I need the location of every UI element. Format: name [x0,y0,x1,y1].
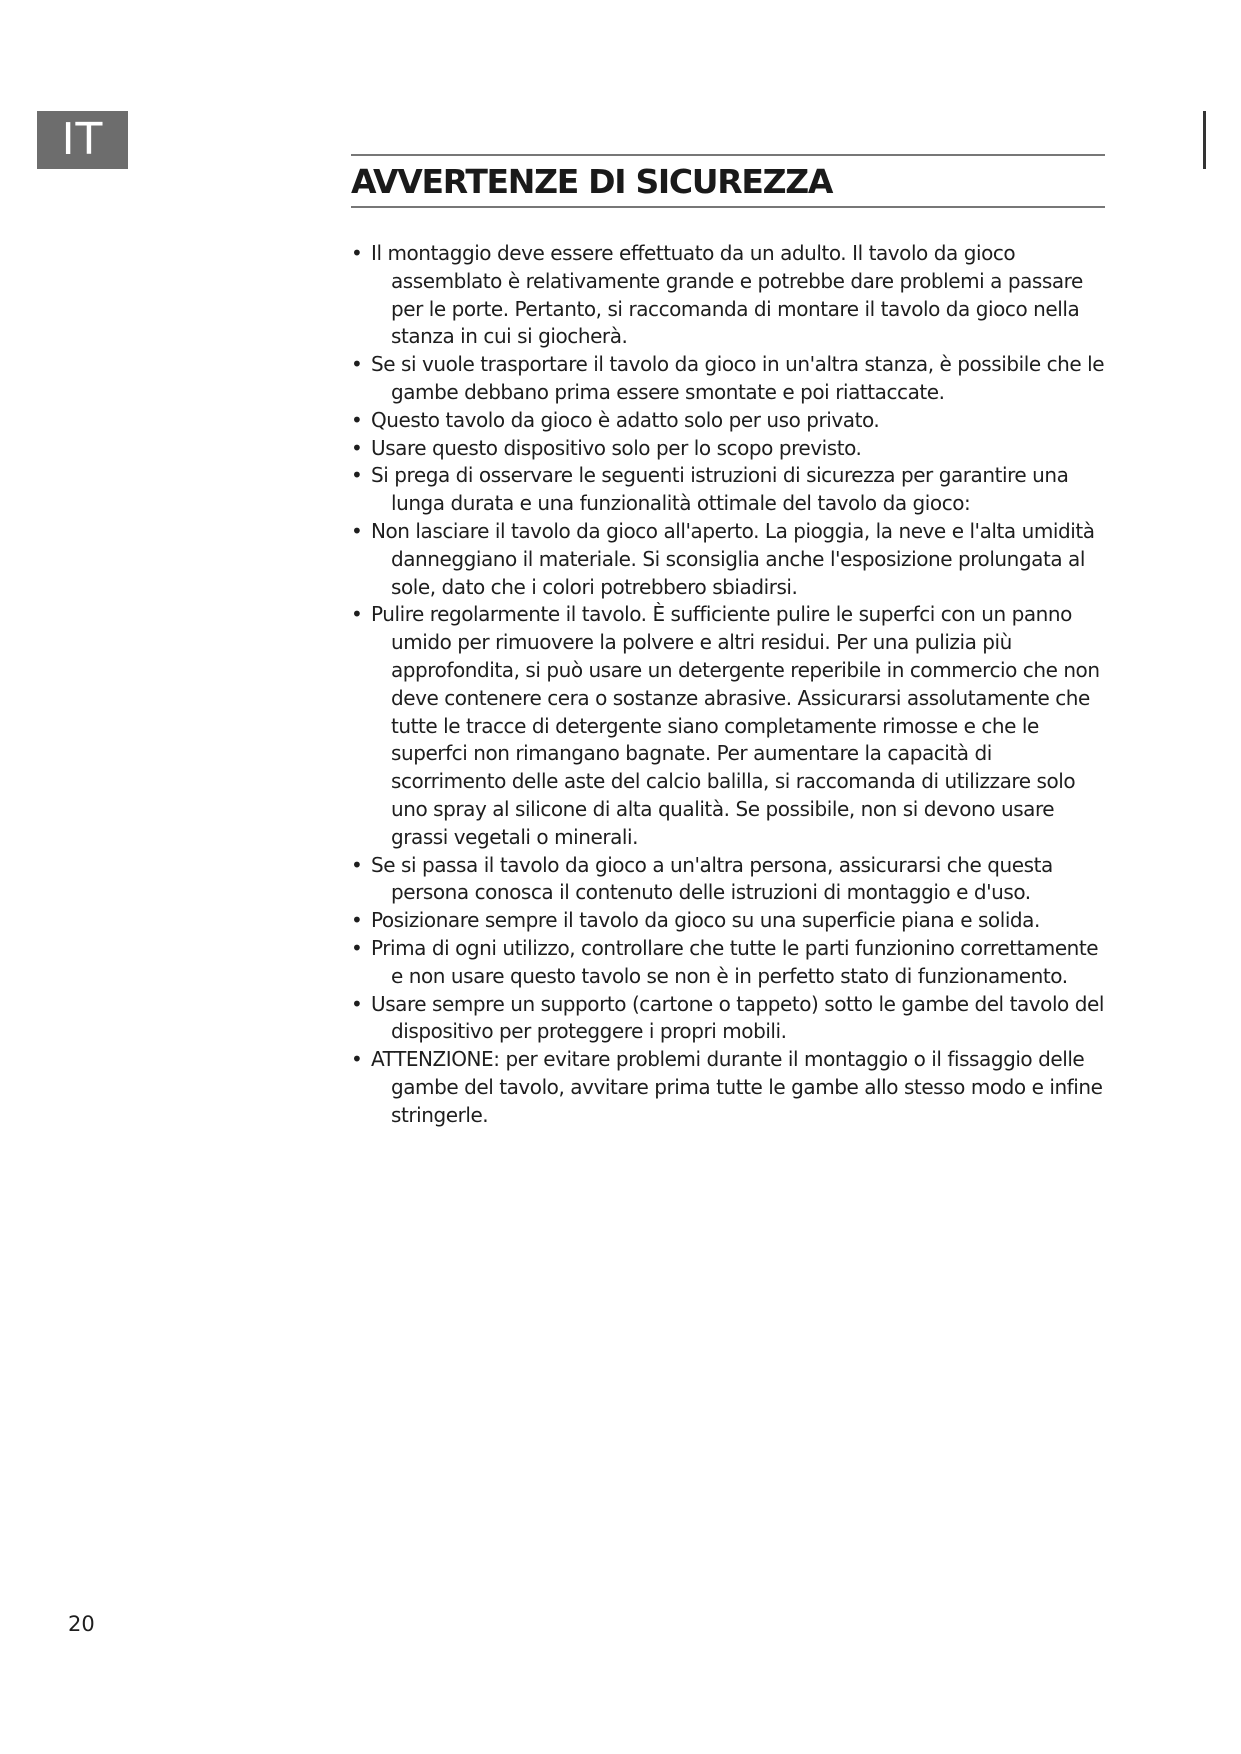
title-rule-top [351,154,1105,156]
title-rule-bottom [351,206,1105,208]
list-item-text: Usare sempre un supporto (cartone o tappeto) sotto le gambe del tavolo del dispositivo per proteggere i propri mobili. [371,991,1104,1044]
list-item [351,991,1111,1047]
list-item [351,601,1111,851]
bullet: • [351,241,363,265]
page-edge-marker [1203,111,1206,169]
list-item [351,852,1111,908]
list-item-text: Posizionare sempre il tavolo da gioco su una superficie piana e solida. [371,908,1040,933]
bullet: • [351,407,363,432]
list-item-text: Il montaggio deve essere effettuato da un adulto. Il tavolo da gioco assemblato è relativamente grande e potrebbe dare problemi a passare per le porte. Pertanto, si raccomanda di montare il tavolo da gioco nella stanza in cui si giocherà. [371,241,1083,349]
page-title: AVVERTENZE DI SICUREZZA [351,162,833,201]
language-tab: IT [37,111,128,169]
list-item-text: Pulire regolarmente il tavolo. È sufficiente pulire le superfci con un panno umido per rimuovere la polvere e altri residui. Per una pulizia più approfondita, si può usare un detergente reperibile in commercio che non deve contenere cera o sostanze abrasive. Assicurarsi assolutamente che tutte le tracce di detergente siano completamente rimosse e che le superfci non rimangano bagnate. Per aumentare la capacità di scorrimento delle aste del calcio balilla, si raccomanda di utilizzare solo uno spray al silicone di alta qualità. Se possibile, non si devono usare grassi vegetali o minerali. [371,602,1100,849]
list-item [351,935,1111,991]
bullet: • [351,908,363,933]
list-item [351,407,1111,435]
list-item [351,907,1111,935]
list-item-text: Questo tavolo da gioco è adatto solo per uso privato. [371,407,880,432]
safety-warnings-list [351,240,1111,1130]
list-item [351,1046,1111,1129]
bullet: • [351,463,363,488]
list-item-text: Non lasciare il tavolo da gioco all'aperto. La pioggia, la neve e l'alta umidità danneggiano il materiale. Si sconsiglia anche l'esposizione prolungata al sole, dato che i colori potrebbero sbiadirsi. [371,518,1095,599]
bullet: • [351,435,363,460]
list-item-text: Prima di ogni utilizzo, controllare che tutte le parti funzionino correttamente e non usare questo tavolo se non è in perfetto stato di funzionamento. [371,935,1099,988]
bullet: • [351,1047,363,1072]
page-number: 20 [68,1612,95,1636]
bullet: • [351,852,363,877]
bullet: • [351,518,363,543]
list-item-text: Usare questo dispositivo solo per lo scopo previsto. [371,435,862,460]
bullet: • [351,352,363,377]
bullet: • [351,991,363,1016]
bullet: • [351,935,363,960]
list-item-text: Se si vuole trasportare il tavolo da gioco in un'altra stanza, è possibile che le gambe debbano prima essere smontate e poi riattaccate. [371,352,1105,404]
list-item [351,435,1111,463]
list-item-text: ATTENZIONE: per evitare problemi durante il montaggio o il fissaggio delle gambe del tavolo, avvitare prima tutte le gambe allo stesso modo e infine stringerle. [371,1047,1103,1127]
list-item-text: Se si passa il tavolo da gioco a un'altra persona, assicurarsi che questa persona conosca il contenuto delle istruzioni di montaggio e d'uso. [371,852,1053,905]
bullet: • [351,602,363,627]
list-item-text: Si prega di osservare le seguenti istruzioni di sicurezza per garantire una lunga durata e una funzionalità ottimale del tavolo da gioco: [371,463,1069,516]
list-item [351,518,1111,601]
list-item [351,240,1111,351]
list-item [351,462,1111,518]
list-item [351,351,1111,407]
